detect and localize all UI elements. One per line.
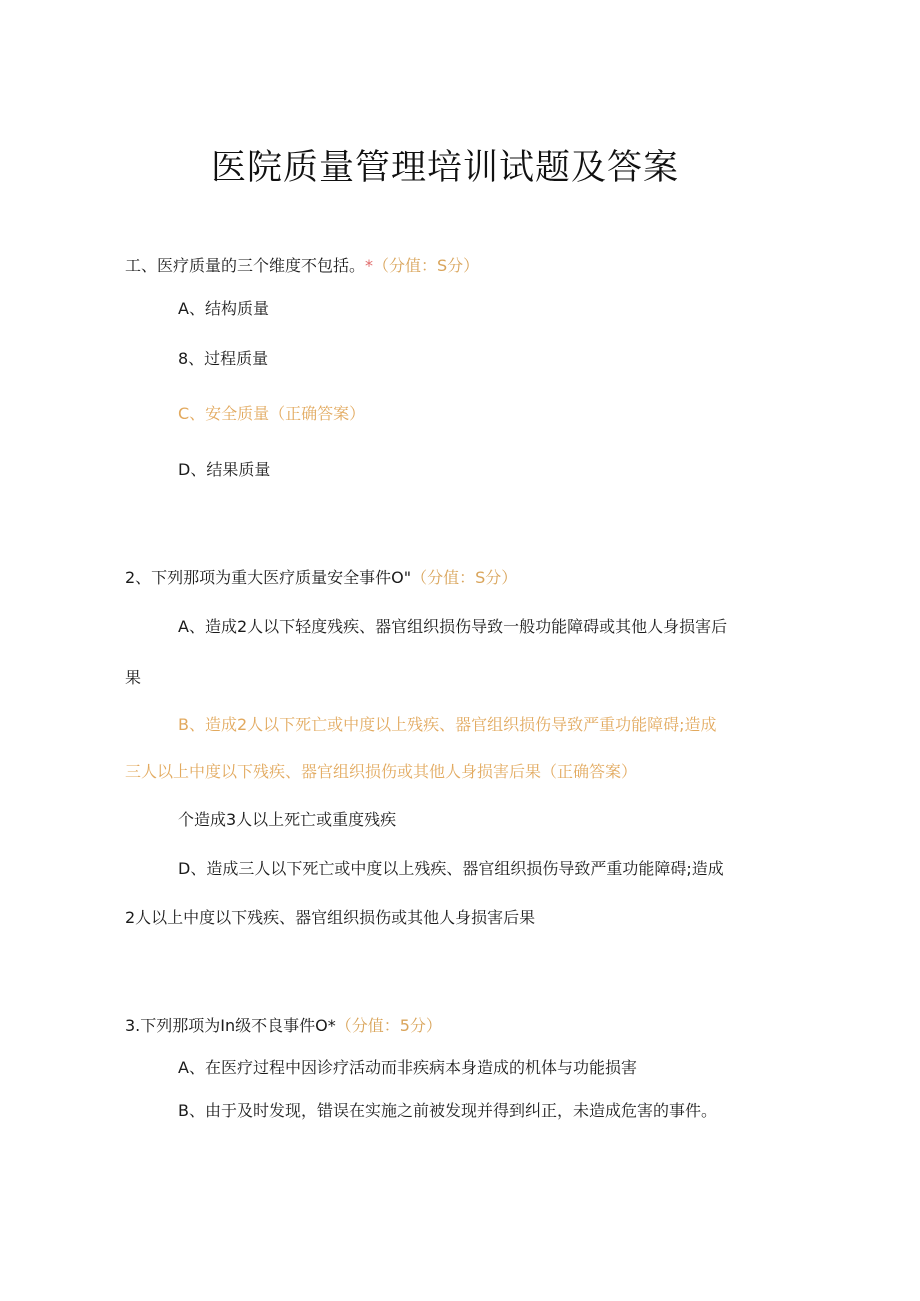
- required-star: *: [365, 256, 374, 275]
- document-title: 医院质量管理培训试题及答案: [210, 148, 679, 188]
- question-3-option-a: A、在医疗过程中因诊疗活动而非疾病本身造成的机体与功能损害: [178, 1058, 637, 1077]
- question-1-option-d: D、结果质量: [178, 460, 271, 479]
- question-2-stem: [125, 568, 517, 588]
- question-3-option-b: B、由于及时发现，错误在实施之前被发现并得到纠正，未造成危害的事件。: [178, 1101, 717, 1120]
- question-1-score: （分值：S分）: [373, 256, 480, 275]
- question-2-option-b-correct: B、造成2人以下死亡或中度以上残疾、器官组织损伤导致严重功能障碍;造成: [178, 715, 717, 734]
- question-1-option-a: A、结构质量: [178, 299, 269, 318]
- question-1-option-b: 8、过程质量: [178, 349, 269, 368]
- question-3-text: 3.下列那项为In级不良事件O*: [125, 1016, 336, 1035]
- question-3-stem: [125, 1016, 442, 1036]
- question-2-score: （分值：S分）: [411, 568, 518, 587]
- question-2-option-c: 个造成3人以上死亡或重度残疾: [178, 810, 397, 829]
- question-2-option-a-cont: 果: [125, 668, 142, 687]
- question-2-option-d-cont: 2人以上中度以下残疾、器官组织损伤或其他人身损害后果: [125, 908, 536, 927]
- question-2-option-b-cont: 三人以上中度以下残疾、器官组织损伤或其他人身损害后果（正确答案）: [125, 762, 638, 781]
- question-2-option-a: A、造成2人以下轻度残疾、器官组织损伤导致一般功能障碍或其他人身损害后: [178, 617, 728, 636]
- question-3-score: （分值：5分）: [335, 1016, 442, 1035]
- question-1-option-c-correct: C、安全质量（正确答案）: [178, 404, 366, 423]
- question-1-text: 工、医疗质量的三个维度不包括。: [125, 256, 366, 275]
- question-2-option-d: D、造成三人以下死亡或中度以上残疾、器官组织损伤导致严重功能障碍;造成: [178, 859, 724, 878]
- question-2-text: 2、下列那项为重大医疗质量安全事件O": [125, 568, 412, 587]
- question-1-stem: [125, 256, 479, 276]
